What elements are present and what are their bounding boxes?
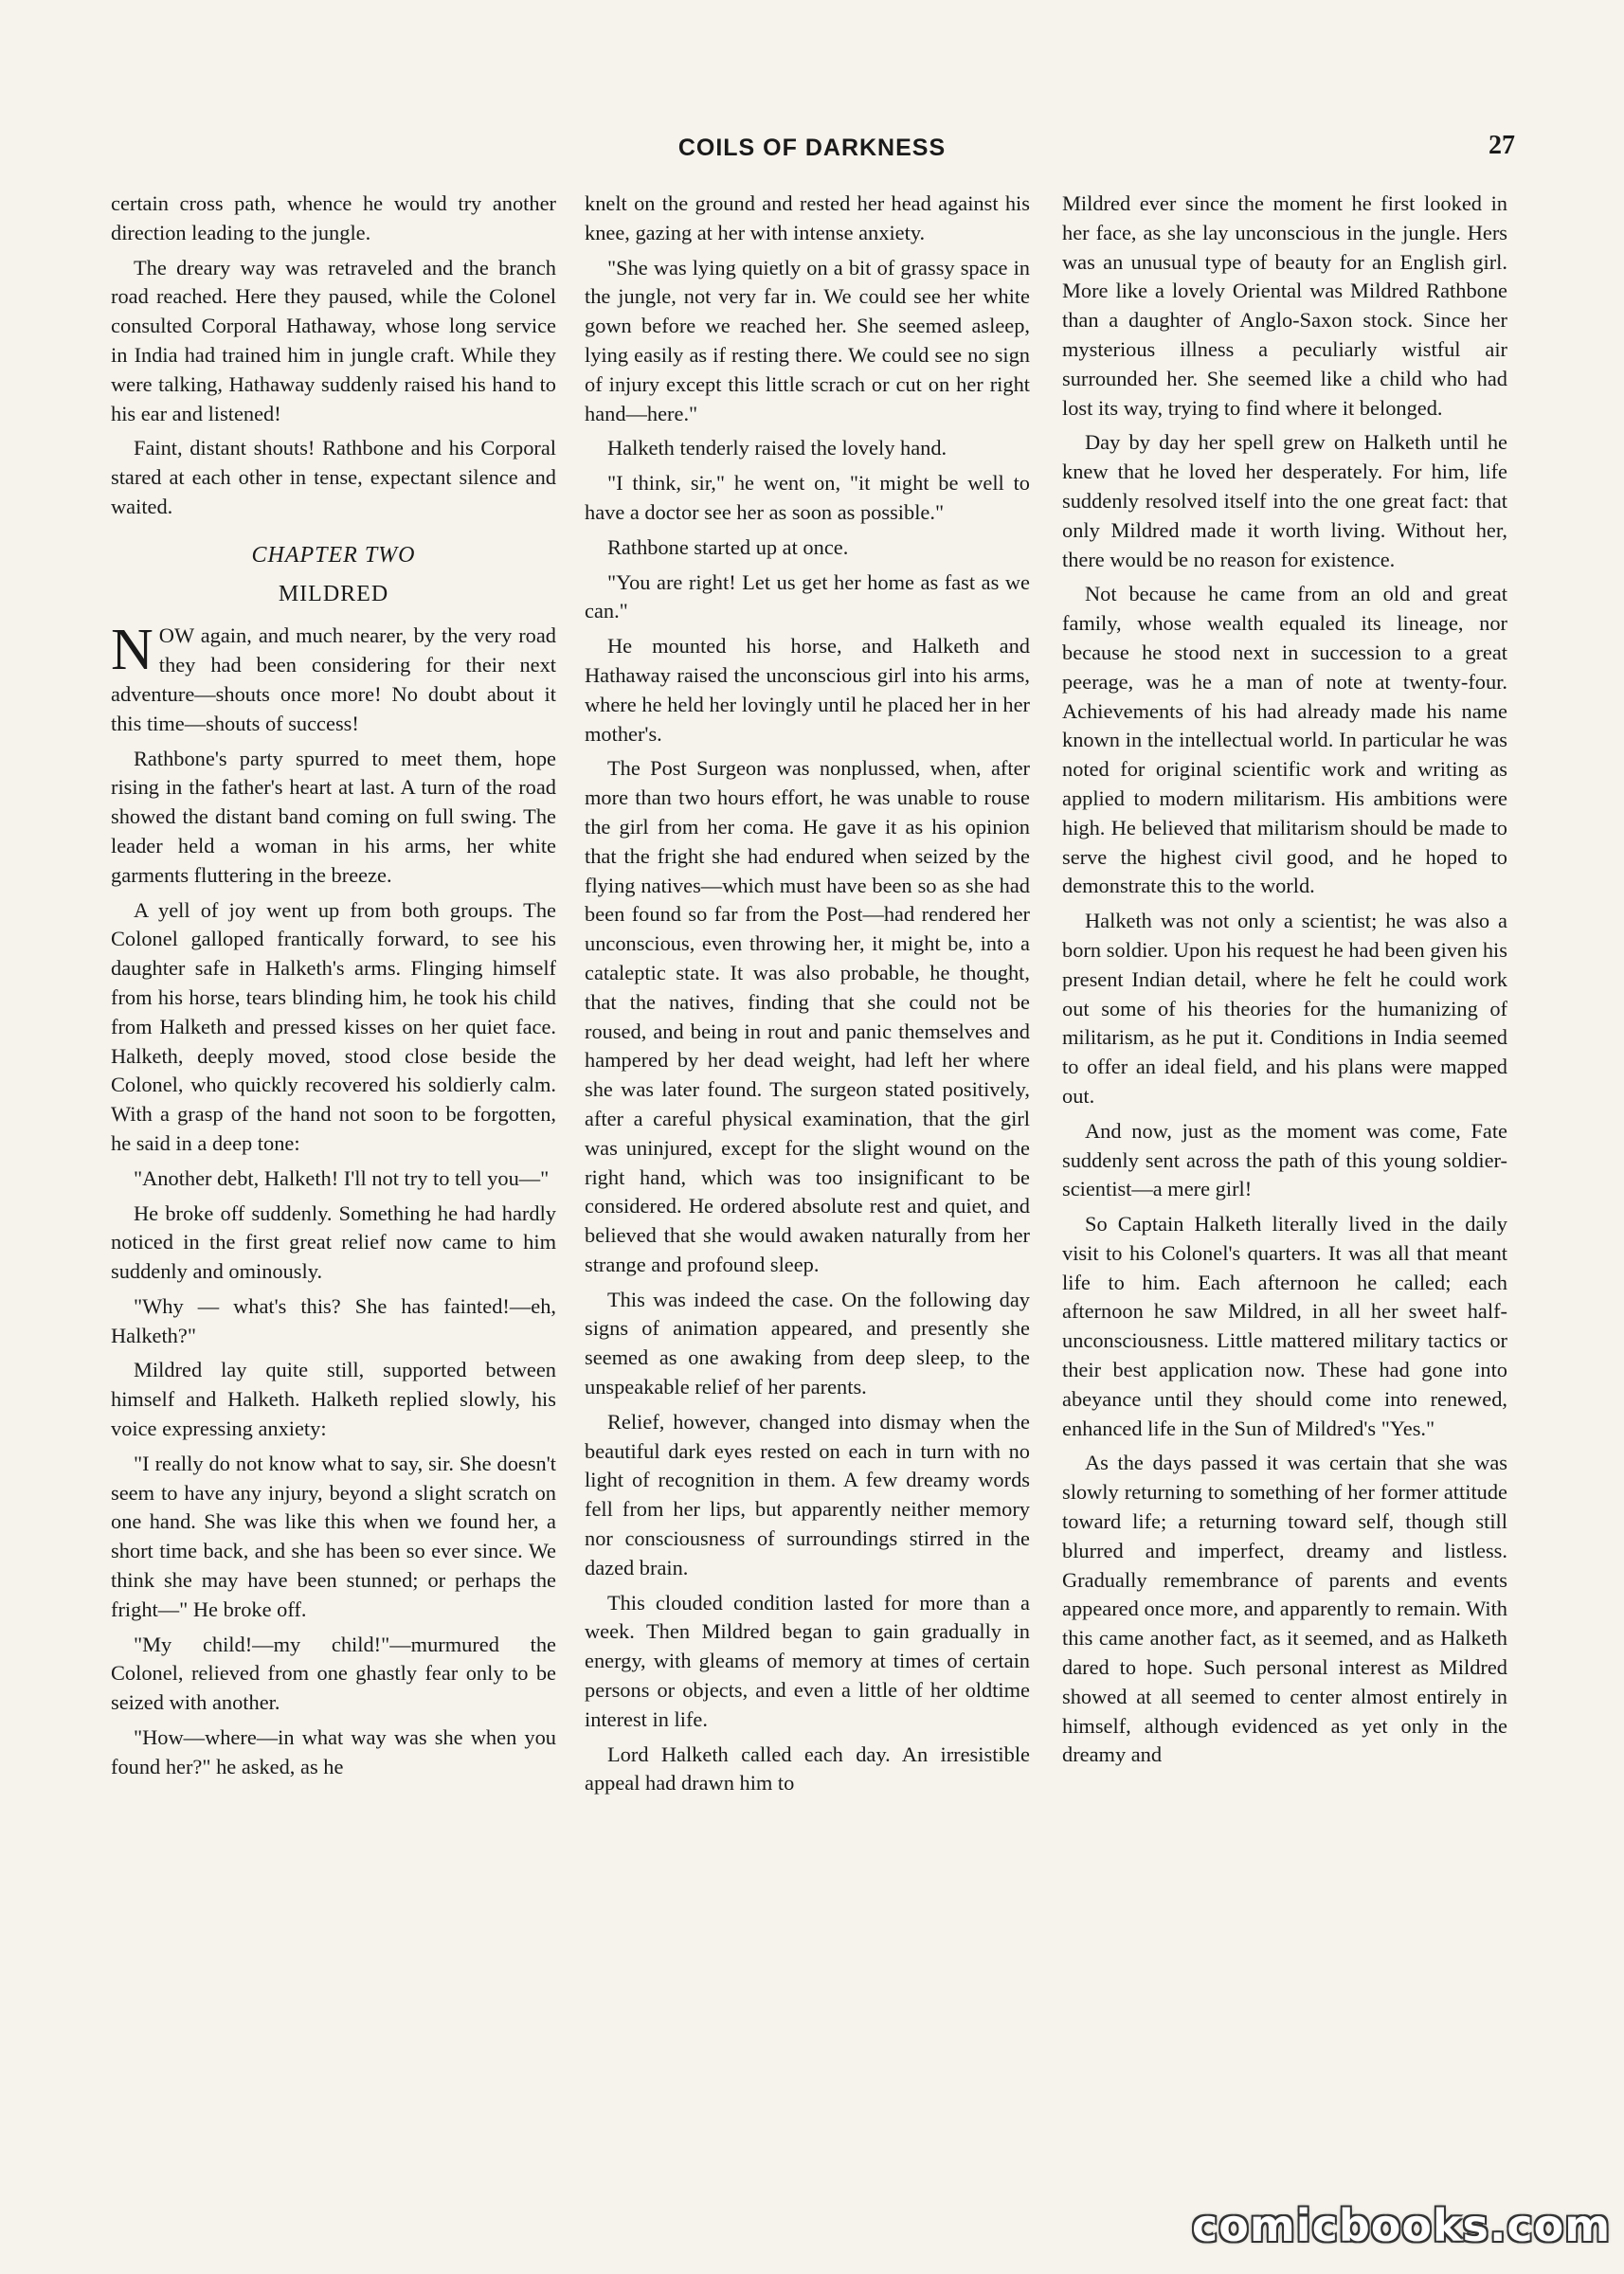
paragraph: Halketh was not only a scientist; he was also a born soldier. Upon his request he had been given his present Indian detail, where he felt he could work out some of his theories for the humanizing of militarism, as he put it. Conditions in India seemed to offer an ideal field, and his plans were mapped out. bbox=[1062, 909, 1507, 1108]
paragraph: "My child!—my child!"—murmured the Colonel, relieved from one ghastly fear only to be seized with another. bbox=[111, 1632, 556, 1715]
paragraph: This was indeed the case. On the following day signs of animation appeared, and presently she seemed as one awaking from deep sleep, to the unspeakable relief of her parents. bbox=[585, 1287, 1030, 1399]
paragraph-text: OW again, and much nearer, by the very road they had been considering for their next adventure—shouts once more! No doubt about it this time—shouts of success! bbox=[111, 623, 556, 735]
paragraph: The dreary way was retraveled and the branch road reached. Here they paused, while the Colonel consulted Corporal Hathaway, whose long service in India had trained him in jungle craft. While they were talking, Hathaway suddenly raised his hand to his ear and listened! bbox=[111, 255, 556, 425]
paragraph: He broke off suddenly. Something he had hardly noticed in the first great relief now came to him suddenly and ominously. bbox=[111, 1200, 556, 1284]
paragraph: Faint, distant shouts! Rathbone and his Corporal stared at each other in tense, expectant silence and waited. bbox=[111, 436, 556, 518]
paragraph: A yell of joy went up from both groups. The Colonel galloped frantically forward, to see his daughter safe in Halketh's arms. Flinging himself from his horse, tears blinding him, he took his child from Halketh and pressed kisses on her quiet face. Halketh, deeply moved, stood close beside the Colonel, who quickly recovered his soldierly calm. With a grasp of the hand not soon to be forgotten, he said in a deep tone: bbox=[111, 897, 556, 1155]
paragraph: certain cross path, whence he would try another direction leading to the jungle. bbox=[111, 191, 556, 244]
paragraph: knelt on the ground and rested her head against his knee, gazing at her with intense anxiety. bbox=[585, 191, 1030, 244]
paragraph: Rathbone's party spurred to meet them, hope rising in the father's heart at last. A turn of the road showed the distant band coming on full swing. The leader held a woman in his arms, her white garments fluttering in the breeze. bbox=[111, 746, 556, 887]
running-head bbox=[109, 131, 1515, 169]
chapter-title: MILDRED bbox=[278, 581, 389, 606]
paragraph: "Another debt, Halketh! I'll not try to tell you—" bbox=[134, 1165, 550, 1190]
paragraph: Day by day her spell grew on Halketh until he knew that he loved her desperately. For him, life suddenly resolved itself into the one great fact: that only Mildred made it worth living. Without her, there would be no reason for existence. bbox=[1062, 430, 1507, 571]
watermark: comicbooks.com bbox=[1192, 2200, 1612, 2251]
page-number: 27 bbox=[1489, 131, 1515, 160]
column-3 bbox=[1062, 190, 1507, 1776]
paragraph: "She was lying quietly on a bit of grassy space in the jungle, not very far in. We could see her white gown before we reached her. She seemed asleep, lying easily as if resting there. We could see no sign of injury except this little scrach or cut on her right hand—here." bbox=[585, 255, 1030, 425]
column-1 bbox=[111, 190, 556, 1788]
running-title: COILS OF DARKNESS bbox=[677, 135, 947, 161]
paragraph: And now, just as the moment was come, Fate suddenly sent across the path of this young soldier-scientist—a mere girl! bbox=[1062, 1118, 1507, 1201]
paragraph: Not because he came from an old and great family, whose wealth equaled its lineage, nor because he stood next in succession to a great peerage, was he a man of note at twenty-four. Achievements of his had already made his name known in the intellectual world. In particular he was noted for original scientific work and writing as applied to modern militarism. His ambitions were high. He believed that militarism should be made to serve the highest civil good, and he hoped to demonstrate this to the world. bbox=[1062, 582, 1507, 898]
paragraph-with-dropcap bbox=[111, 618, 556, 738]
paragraph: "You are right! Let us get her home as fast as we can." bbox=[585, 569, 1030, 623]
paragraph: "I think, sir," he went on, "it might be well to have a doctor see her as soon as possible." bbox=[585, 471, 1030, 524]
paragraph: He mounted his horse, and Halketh and Hathaway raised the unconscious girl into his arms, where he held her lovingly until he placed her in her mother's. bbox=[585, 634, 1030, 746]
paragraph: The Post Surgeon was nonplussed, when, after more than two hours effort, he was unable to rouse the girl from her coma. He gave it as his opinion that the fright she had endured when seized by the flying natives—which must have been so as she had been found so far from the Post—had rendered her unconscious, even throwing her, it might be, into a cataleptic state. It was also probable, he thought, that the natives, finding that she could not be roused, and being in rout and panic themselves and hampered by her dead weight, had left her where she was later found. The surgeon stated positively, after a careful physical examination, that the girl was uninjured, except for the slight wound on the right hand, which was too insignificant to be considered. He ordered absolute rest and quiet, and believed that she would awaken naturally from her strange and profound sleep. bbox=[585, 756, 1030, 1276]
paragraph: Relief, however, changed into dismay when the beautiful dark eyes rested on each in turn with no light of recognition in them. A few dreamy words fell from her lips, but apparently neither memory nor consciousness of surroundings stirred in the dazed brain. bbox=[585, 1409, 1030, 1579]
paragraph: Mildred ever since the moment he first looked in her face, as she lay unconscious in the jungle. Hers was an unusual type of beauty for an English girl. More like a lovely Oriental was Mildred Rathbone than a daughter of Anglo-Saxon stock. Since her mysterious illness a peculiarly wistful air surrounded her. She seemed like a child who had lost its way, trying to find where it belonged. bbox=[1062, 191, 1507, 420]
column-2 bbox=[585, 190, 1030, 1804]
paragraph: "I really do not know what to say, sir. She doesn't seem to have any injury, beyond a slight scratch on one hand. She was like this when we found her, a short time back, and she has been so ever since. We think she may have been stunned; or perhaps the fright—" He broke off. bbox=[111, 1451, 556, 1621]
dropcap: N bbox=[111, 618, 153, 683]
paragraph: Mildred lay quite still, supported between himself and Halketh. Halketh replied slowly, his voice expressing anxiety: bbox=[111, 1358, 556, 1441]
chapter-heading: CHAPTER TWO bbox=[251, 542, 416, 568]
paragraph: Rathbone started up at once. bbox=[607, 534, 849, 559]
paragraph: "Why — what's this? She has fainted!—eh, Halketh?" bbox=[111, 1293, 556, 1347]
paragraph: "How—where—in what way was she when you found her?" he asked, as he bbox=[111, 1725, 556, 1778]
paragraph: Halketh tenderly raised the lovely hand. bbox=[607, 436, 947, 460]
paragraph: Lord Halketh called each day. An irresistible appeal had drawn him to bbox=[585, 1742, 1030, 1796]
paragraph: As the days passed it was certain that she was slowly returning to something of her former attitude toward life; a returning toward self, though still blurred and imperfect, dreamy and listless. Gradually remembrance of parents and events appeared once more, and apparently to remain. With this came another fact, as it seemed, and as Halketh dared to hope. Such personal interest as Mildred showed at all seemed to center almost entirely in himself, although evidenced as yet only in the dreamy and bbox=[1062, 1451, 1507, 1767]
paragraph: So Captain Halketh literally lived in the daily visit to his Colonel's quarters. It was all that meant life to him. Each afternoon he called; each afternoon he saw Mildred, in all her sweet half-unconsciousness. Little mattered military tactics or their best application now. These had gone into abeyance until they should come into renewed, enhanced life in the Sun of Mildred's "Yes." bbox=[1062, 1212, 1507, 1440]
paragraph: This clouded condition lasted for more than a week. Then Mildred began to gain gradually in energy, with gleams of memory at times of certain persons or objects, and even a little of her oldtime interest in life. bbox=[585, 1590, 1030, 1731]
